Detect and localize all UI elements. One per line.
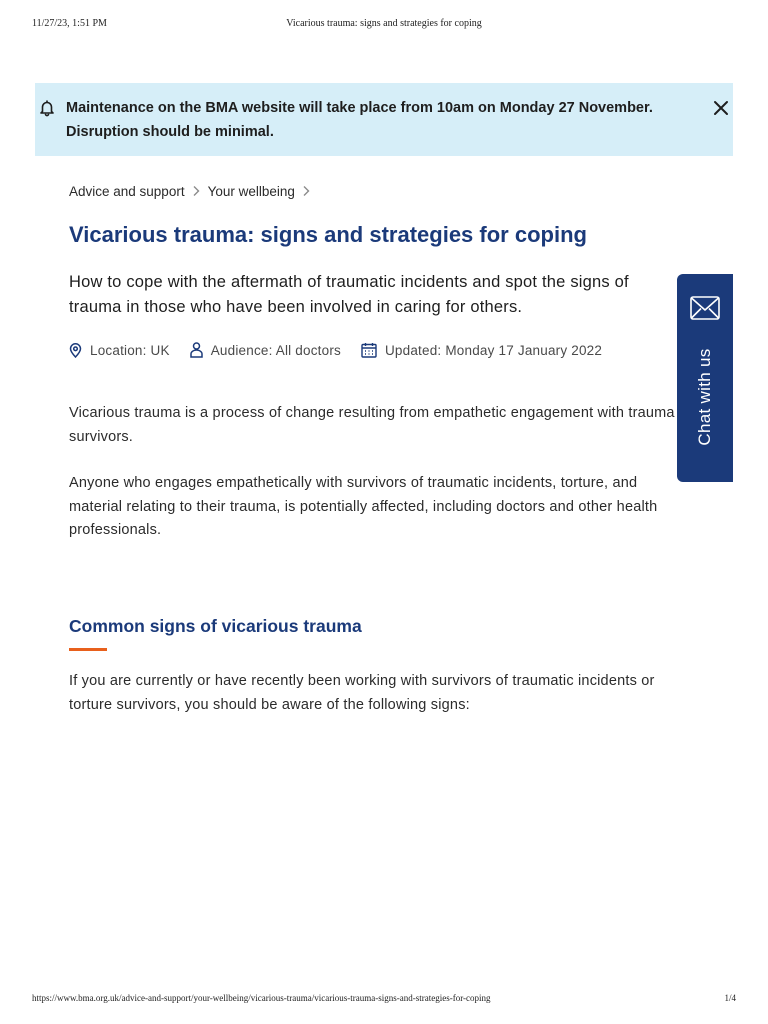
mail-icon — [690, 296, 720, 320]
section-heading: Common signs of vicarious trauma — [69, 616, 362, 636]
breadcrumb-your-wellbeing[interactable]: Your wellbeing — [207, 183, 295, 199]
print-footer — [32, 993, 736, 1007]
breadcrumb — [69, 181, 318, 201]
body-paragraph-1: Vicarious trauma is a process of change resulting from empathetic engagement with trauma survivors. — [69, 405, 675, 445]
banner-message — [66, 96, 706, 144]
banner-line-1: Maintenance on the BMA website will take place from 10am on Monday 27 November. — [66, 100, 653, 116]
meta-audience — [190, 342, 341, 358]
breadcrumb-advice-and-support[interactable]: Advice and support — [69, 183, 185, 199]
meta-updated-text: Updated: Monday 17 January 2022 — [384, 342, 603, 358]
calendar-icon — [361, 342, 377, 358]
chevron-right-icon — [191, 185, 201, 197]
print-url: https://www.bma.org.uk/advice-and-support/your-wellbeing/vicarious-trauma/vicarious-trauma-signs-and-strategies-for-coping — [32, 993, 491, 1003]
location-pin-icon — [69, 343, 82, 358]
chevron-right-icon — [301, 185, 311, 197]
heading-accent-rule — [69, 648, 107, 651]
meta-audience-text: Audience: All doctors — [210, 342, 341, 358]
meta-updated — [361, 342, 602, 358]
page-title: Vicarious trauma: signs and strategies for coping — [69, 222, 587, 247]
page-lede: How to cope with the aftermath of traumatic incidents and spot the signs of trauma in those who have been involved in caring for others. — [69, 273, 629, 316]
body-paragraph-3: If you are currently or have recently been working with survivors of traumatic incidents or torture survivors, you should be aware of the following signs: — [69, 673, 655, 713]
print-date: 11/27/23, 1:51 PM — [32, 18, 107, 29]
page-meta — [69, 340, 622, 360]
meta-location-text: Location: UK — [90, 342, 170, 358]
print-page-title: Vicarious trauma: signs and strategies for coping — [286, 18, 482, 29]
bell-icon — [38, 99, 56, 117]
person-icon — [190, 342, 203, 358]
body-paragraph-2: Anyone who engages empathetically with survivors of traumatic incidents, torture, and material relating to their trauma, is potentially affected, including doctors and other health professionals. — [69, 475, 658, 538]
print-page-number: 1/4 — [724, 993, 736, 1003]
meta-location — [69, 343, 170, 358]
banner-line-2: Disruption should be minimal. — [66, 124, 274, 140]
close-icon[interactable] — [713, 100, 729, 116]
maintenance-banner — [35, 83, 733, 156]
chat-label: Chat with us — [695, 348, 714, 446]
chat-with-us-button[interactable] — [677, 274, 733, 482]
print-header — [32, 18, 736, 32]
